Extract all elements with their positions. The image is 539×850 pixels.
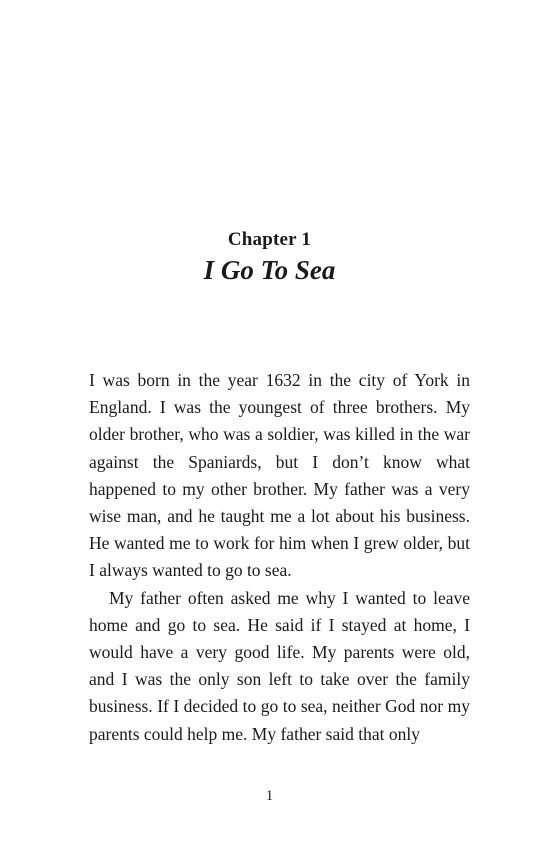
chapter-label: Chapter 1 bbox=[227, 229, 312, 250]
chapter-body bbox=[89, 367, 470, 748]
paragraph: My father often asked me why I wanted to leave home and go to sea. He said if I stayed at home, I would have a very good life. My parents were old, and I was the only son left to take over the family business. If I decided to go to sea, neither God nor my parents could help me. My father said that only bbox=[89, 587, 470, 744]
chapter-heading bbox=[0, 228, 539, 287]
page-number: 1 bbox=[265, 788, 274, 804]
chapter-title: I Go To Sea bbox=[203, 255, 336, 285]
paragraph: I was born in the year 1632 in the city of York in England. I was the youngest of three brothers. My older brother, who was a soldier, was killed in the war against the Spaniards, but I don’t know what happened to my other brother. My father was a very wise man, and he taught me a lot about his business. He wanted me to work for him when I grew older, but I always wanted to go to sea. bbox=[89, 370, 470, 581]
